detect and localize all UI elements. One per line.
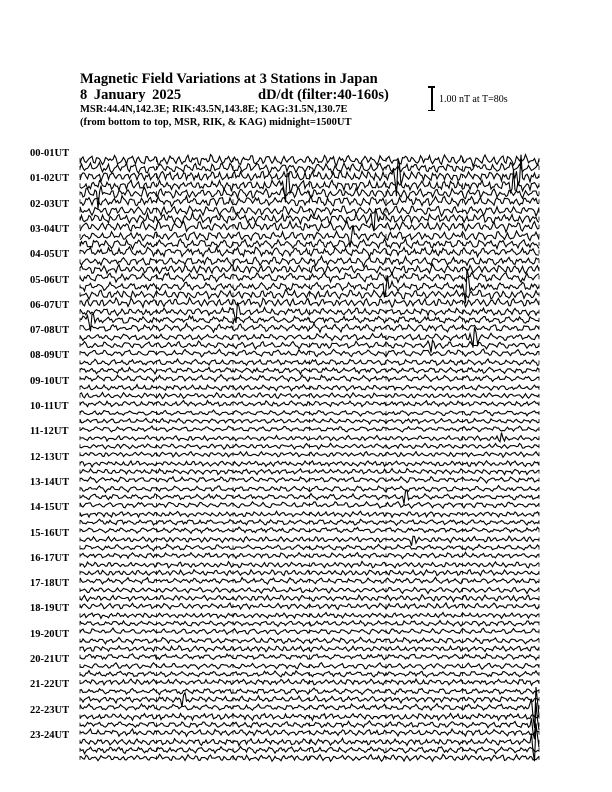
trace-msr [80,221,539,232]
trace-msr [80,628,539,634]
hour-row-label: 08-09UT [30,350,70,362]
hour-row-label: 02-03UT [30,198,70,210]
trace-kag [80,637,539,643]
hour-row-label: 19-20UT [30,628,70,640]
hour-row-label: 17-18UT [30,578,70,590]
hour-row-label: 13-14UT [30,476,70,488]
hour-row-label: 03-04UT [30,223,70,235]
hour-row-label: 01-02UT [30,173,70,185]
hour-row-label: 00-01UT [30,148,70,159]
trace-kag [80,723,539,761]
hour-row-label: 23-24UT [30,729,70,741]
scale-label: 1.00 nT at T=80s [439,94,508,105]
hour-row-label: 05-06UT [30,274,70,286]
chart-date: 8 January 2025 [80,87,182,103]
trace-rik [80,519,539,525]
hour-row-label: 12-13UT [30,451,70,463]
station-coordinates: MSR:44.4N,142.3E; RIK:43.5N,143.8E; KAG:31.5N,130.7E [80,104,348,115]
hour-row-label: 09-10UT [30,375,70,387]
trace-rik [80,693,539,707]
hour-row-label: 10-11UT [30,401,69,412]
hour-row-label: 15-16UT [30,527,70,539]
trace-rik [80,595,539,602]
hour-row-label: 04-05UT [30,249,70,261]
hour-row-label: 16-17UT [30,552,70,564]
trace-kag [80,663,539,670]
chart-filter: dD/dt (filter:40-160s) [258,87,389,103]
trace-kag [80,613,539,619]
hour-row-label: 22-23UT [30,704,70,716]
hour-row-label: 06-07UT [30,299,70,311]
trace-msr [80,375,539,382]
hour-row-label: 11-12UT [30,426,69,438]
hour-row-label: 21-22UT [30,679,70,691]
hour-row-label: 07-08UT [30,325,70,337]
trace-rik [80,367,539,374]
trace-rik [80,621,539,627]
trace-msr [80,298,539,307]
trace-kag [80,688,539,695]
trace-msr [80,679,539,685]
hour-row-label: 14-15UT [30,502,70,514]
trace-order-note: (from bottom to top, MSR, RIK, & KAG) midnight=1500UT [80,117,352,128]
trace-rik [80,544,539,551]
hour-row-label: 18-19UT [30,603,70,615]
hour-row-label: 20-21UT [30,654,70,665]
trace-kag [80,713,539,720]
chart-title: Magnetic Field Variations at 3 Stations in Japan [80,71,378,87]
trace-kag [80,511,539,517]
